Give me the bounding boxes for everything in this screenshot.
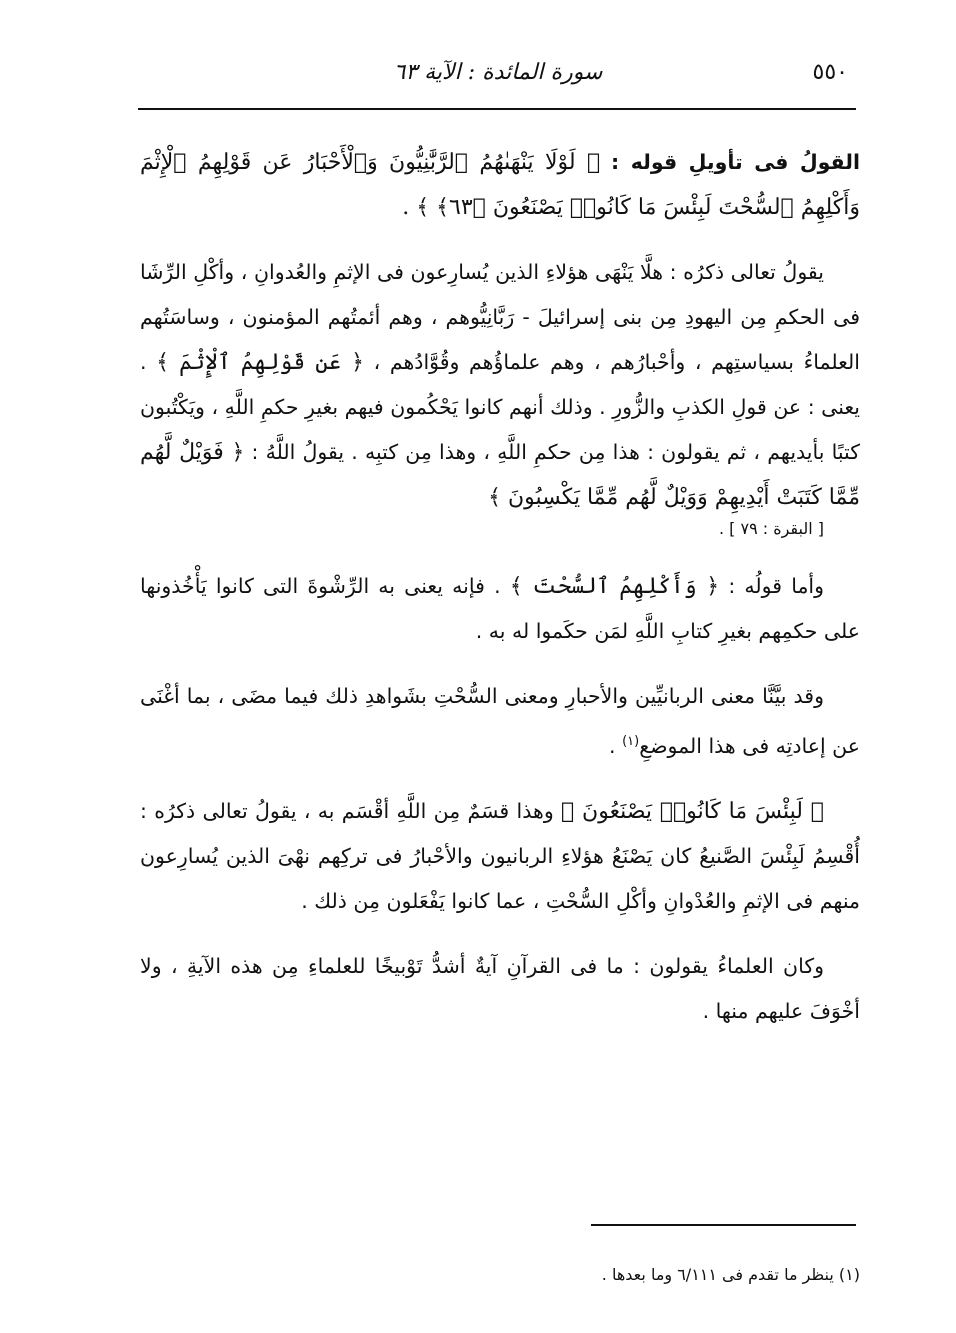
footnote-rule [591,1224,856,1226]
footnote: (١) ينظر ما تقدم فى ٦/١١١ وما بعدها . [601,1265,860,1284]
body-text [140,140,860,1054]
paragraph-4 [140,674,860,769]
paragraph-3 [140,564,860,654]
quran-verse: ﴿ فَوَيْلٌ لَّهُم مِّمَّا كَتَبَتْ أَيْدِيهِمْ وَوَيْلٌ لَّهُم مِّمَّا يَكْسِبُونَ ﴾ [140,440,860,510]
paragraph-text: وهذا قسَمٌ مِن اللَّهِ أقْسَم به ، يقولُ تعالى ذكرُه : أُقْسِمُ لَبِئْسَ الصَّنيعُ كان يَصْنَعُ هؤلاءِ الربانيون والأحْبارُ فى تركِهم نهْىَ الذين يُسارِعون منهم فى الإثمِ والعُدْوانِ وأكْلِ السُّحْتِ ، عما كانوا يَفْعَلون مِن ذلك . [140,798,860,913]
quran-verse: ﴿ وَأَكْلِهِمُ ٱلسُّحْتَ ﴾ [509,574,720,599]
paragraph-text: وأما قولُه : [728,574,825,598]
paragraph-text: . [609,733,616,758]
footnote-marker: (١) [622,734,640,749]
header-rule [138,108,856,110]
running-title: سورة المائدة : الآية ٦٣ [393,60,603,85]
quran-verse: ﴿ لَبِئْسَ مَا كَانُوا۟ يَصْنَعُونَ ﴾ [561,798,824,824]
quran-verse: ﴿ عَن قَوْلِهِمُ ٱلْإِثْمَ ﴾ [156,350,365,375]
paragraph-6 [140,944,860,1034]
paragraph-1 [140,140,860,230]
paragraph-text: وكان العلماءُ يقولون : ما فى القرآنِ آيةٌ أشدُّ تَوْبيخًا للعلماءِ مِن هذه الآيةِ ، ولا أخْوَفَ عليهم منها . [140,953,860,1023]
paragraph-text: يقولُ تعالى ذكرُه : هلَّا يَنْهَى هؤلاءِ الذين يُسارِعون فى الإثمِ والعُدوانِ ، وأكْلِ الرِّشَا فى الحكمِ مِن اليهودِ مِن بنى إسرائيلَ - رَبَّانِيُّوهم ، وهم أئمتُهم المؤمنون ، وساسَتُهم العلماءُ بسياستِهم ، وأحْبارُهم ، وهم علماؤُهم وقُوَّادُهم ، [140,260,860,374]
paragraph-2 [140,250,860,544]
verse-reference: [ البقرة : ٧٩ ] . [718,519,824,538]
section-heading: القولُ فى تأويلِ قوله : [611,150,860,174]
quran-verse: ﴿ لَوْلَا يَنْهَىٰهُمُ ٱلرَّبَّٰنِيُّونَ وَٱلْأَحْبَارُ عَن قَوْلِهِمُ ٱلْإِثْمَ وَأَكْلِهِمُ ٱلسُّحْتَ لَبِئْسَ مَا كَانُوا۟ يَصْنَعُونَ ﴿٦٣﴾ ﴾ . [140,150,860,220]
paragraph-text: . فإنه يعنى به الرِّشْوةَ التى كانوا يَأْخُذونها على حكمِهم بغيرِ كتابِ اللَّهِ لمَن حكَموا له به . [140,574,860,643]
paragraph-5 [140,789,860,924]
paragraph-text: . يعنى : عن قولِ الكذبِ والزُّورِ . وذلك أنهم كانوا يَحْكُمون فيهم بغيرِ حكمِ اللَّهِ ، ويَكْتُبون كتبًا بأيديهم ، ثم يقولون : هذا مِن حكمِ اللَّهِ ، وهذا مِن كتبِه . يقولُ اللَّهُ : [140,350,860,464]
page-number: ٥٥٠ [812,60,848,85]
paragraph-text: وقد بيَّنَّا معنى الربانيِّين والأحبارِ ومعنى السُّحْتِ بشَواهدِ ذلك فيما مضَى ، بما أغْنَى عن إعادتِه فى هذا الموضعِ [140,684,860,758]
page-header [138,56,858,96]
